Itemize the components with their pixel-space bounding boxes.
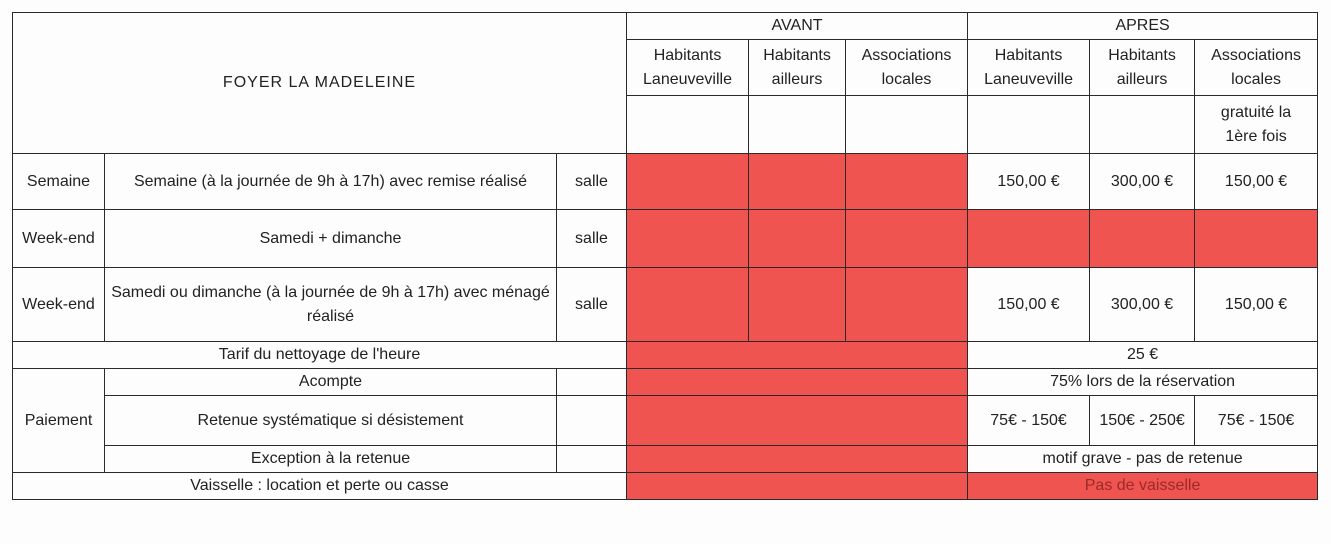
- row-unit: salle: [557, 268, 627, 342]
- row-category: Semaine: [13, 154, 105, 210]
- row-label: Vaisselle : location et perte ou casse: [13, 473, 627, 500]
- header-apres: APRES: [968, 13, 1318, 40]
- row-category: Week-end: [13, 210, 105, 268]
- blank-cell: [557, 446, 627, 473]
- row-label: Tarif du nettoyage de l'heure: [13, 342, 627, 369]
- blank-cell: [627, 96, 749, 154]
- row-category: Week-end: [13, 268, 105, 342]
- price-cell: 300,00 €: [1090, 154, 1195, 210]
- row-label: Retenue systématique si désistement: [105, 396, 557, 446]
- col-apres-habitants-laneuveville: Habitants Laneuveville: [968, 40, 1090, 96]
- unavailable-cell: [627, 473, 968, 500]
- unavailable-cell: [846, 268, 968, 342]
- table-row: [13, 268, 1318, 342]
- col-avant-habitants-laneuveville: Habitants Laneuveville: [627, 40, 749, 96]
- blank-cell: [557, 396, 627, 446]
- unavailable-cell: [627, 396, 968, 446]
- unavailable-cell: [627, 210, 749, 268]
- associations-note: gratuité la 1ère fois: [1195, 96, 1318, 154]
- tariff-table: [12, 12, 1318, 500]
- row-label: Acompte: [105, 369, 557, 396]
- blank-cell: [968, 96, 1090, 154]
- col-apres-associations-locales: Associations locales: [1195, 40, 1318, 96]
- payment-terms: 75% lors de la réservation: [968, 369, 1318, 396]
- unavailable-cell: [627, 154, 749, 210]
- no-dishes-cell: Pas de vaisselle: [968, 473, 1318, 500]
- price-cell: 150,00 €: [968, 154, 1090, 210]
- table-row: [13, 369, 1318, 396]
- unavailable-cell: [627, 446, 968, 473]
- unavailable-cell: [968, 210, 1090, 268]
- unavailable-cell: [1195, 210, 1318, 268]
- header-avant: AVANT: [627, 13, 968, 40]
- row-description: Samedi + dimanche: [105, 210, 557, 268]
- blank-cell: [846, 96, 968, 154]
- row-label: Exception à la retenue: [105, 446, 557, 473]
- row-unit: salle: [557, 210, 627, 268]
- table-row: [13, 396, 1318, 446]
- document-title: FOYER LA MADELEINE: [13, 13, 627, 154]
- unavailable-cell: [846, 210, 968, 268]
- price-cell: 150€ - 250€: [1090, 396, 1195, 446]
- row-unit: salle: [557, 154, 627, 210]
- price-cell: 75€ - 150€: [968, 396, 1090, 446]
- price-cell: 150,00 €: [1195, 268, 1318, 342]
- unavailable-cell: [627, 369, 968, 396]
- row-category: Paiement: [13, 369, 105, 473]
- unavailable-cell: [749, 268, 846, 342]
- price-cell: 300,00 €: [1090, 268, 1195, 342]
- unavailable-cell: [1090, 210, 1195, 268]
- payment-terms: motif grave - pas de retenue: [968, 446, 1318, 473]
- unavailable-cell: [627, 268, 749, 342]
- table-row: [13, 342, 1318, 369]
- row-description: Semaine (à la journée de 9h à 17h) avec remise réalisé: [105, 154, 557, 210]
- unavailable-cell: [846, 154, 968, 210]
- unavailable-cell: [749, 210, 846, 268]
- col-apres-habitants-ailleurs: Habitants ailleurs: [1090, 40, 1195, 96]
- price-cell: 75€ - 150€: [1195, 396, 1318, 446]
- table-row: [13, 154, 1318, 210]
- row-description: Samedi ou dimanche (à la journée de 9h à 17h) avec ménagé réalisé: [105, 268, 557, 342]
- price-cell: 150,00 €: [1195, 154, 1318, 210]
- table-row: [13, 210, 1318, 268]
- blank-cell: [557, 369, 627, 396]
- unavailable-cell: [627, 342, 968, 369]
- blank-cell: [749, 96, 846, 154]
- table-row: [13, 446, 1318, 473]
- col-avant-habitants-ailleurs: Habitants ailleurs: [749, 40, 846, 96]
- col-avant-associations-locales: Associations locales: [846, 40, 968, 96]
- blank-cell: [1090, 96, 1195, 154]
- unavailable-cell: [749, 154, 846, 210]
- table-row: [13, 473, 1318, 500]
- price-cell: 150,00 €: [968, 268, 1090, 342]
- price-cell: 25 €: [968, 342, 1318, 369]
